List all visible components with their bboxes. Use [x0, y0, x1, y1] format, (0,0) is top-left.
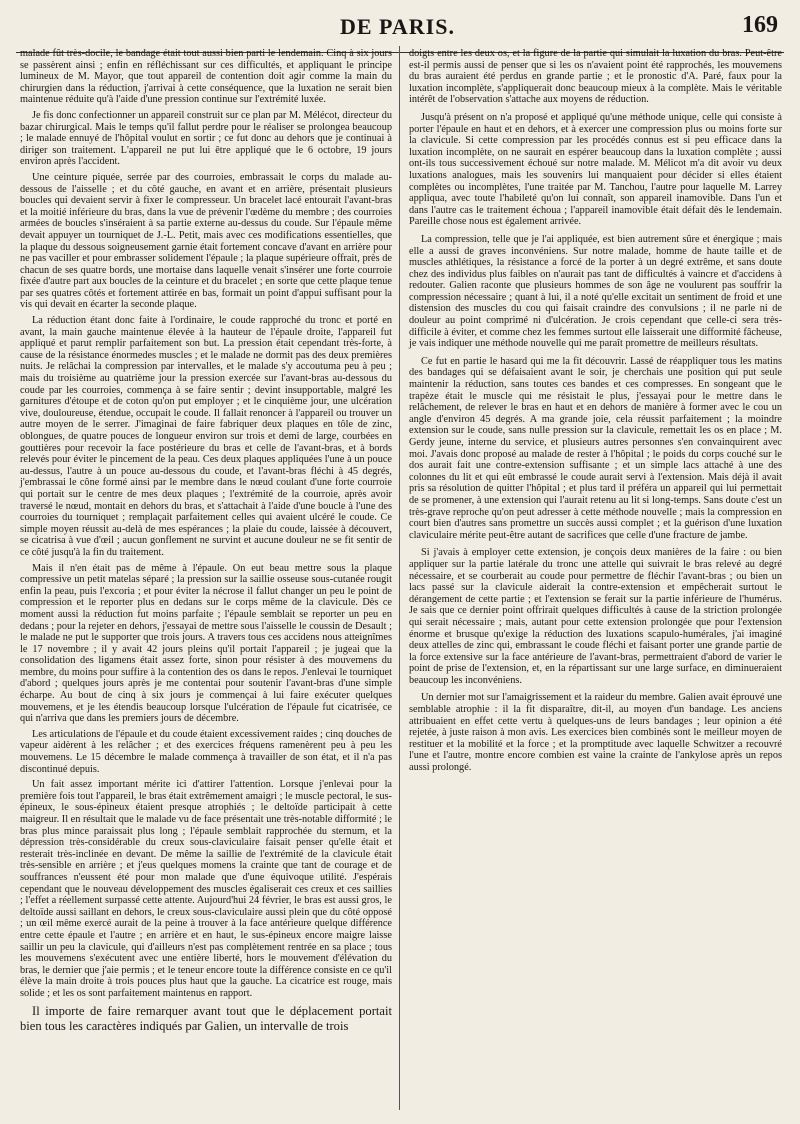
- page-title: DE PARIS.: [340, 14, 455, 39]
- paragraph: Une ceinture piquée, serrée par des courroies, embrassait le corps du malade au-dessous de l'aisselle ; et du côté gauche, en avant et en arrière, présentait plusieurs boucles qui devaient servir à fixer le compresseur. Un bracelet lacé entourait l'avant-bras et la moitié inférieure du bras, dans la vue de prévenir l'œdème du membre ; des courroies armées de boucles s'inséraient à sa partie externe au-dessus du coude. Sur l'épaule même devait appuyer un tourniquet de J.-L. Petit, mais avec ces modifications essentielles, que la plaque du dessous soigneusement garnie était fortement concave d'avant en arrière pour ne pas vaciller et pour embrasser solidement l'épaule ; la plaque supérieure offrait, près de chacun de ses quatre bords, une mortaise dans laquelle venait s'insérer une forte courroie fixée d'autre part aux boucles de la ceinture et du bracelet ; en sorte que cette plaque tenue par ses quatres côtés et fortement attirée en bas, formait un point d'appui suffisant pour la vis qui devait en écarter la seconde plaque.: [20, 171, 392, 311]
- paragraph: Les articulations de l'épaule et du coude étaient excessivement raides ; cinq douches de vapeur aidèrent à les relâcher ; et des exercices fréquens ramenèrent peu à peu les mouvemens. Le 15 décembre le malade commença à travailler de son état, et il n'a pas discontinué depuis.: [20, 728, 392, 775]
- paragraph: Ce fut en partie le hasard qui me la fit découvrir. Lassé de réappliquer tous les matins des bandages qui se défaisaient avant le soir, je cherchais une position qui put seule maintenir la réduction, sans toutes ces bandes et ces compresses. En songeant que le trapèze était le muscle qui me résistait le plus, j'essayai pour le mettre dans le relâchement, de relever le bras en haut et en dehors de manière à former avec le cou un angle d'environ 45 degrés. A ma grande joie, cela réussit parfaitement ; la moindre extension sur le coude, sans nulle pression sur la clavicule, remettait les os en place ; M. Gerdy jeune, interne du service, et plusieurs autres personnes s'en convainquirent avec moi. J'avais donc proposé au malade de rester à l'hôpital ; le poids du corps couché sur le dos aurait fait une contre-extension suffisante ; et un simple lacs attaché à une des colonnes du lit et qui eût embrassé le coude aurait servi à l'extension. Mais déjà il avait pris sa résolution de quitter l'hôpital ; et plus tard il préféra un appareil qui lui permettait de se promener, à une extension qui l'aurait retenu au lit si long-temps. Sans doute c'est un très-grave reproche qu'on peut adresser à cette méthode nouvelle ; mais la compression en court bien d'autres sans promettre un succès aussi complet ; et la guérison d'une luxation claviculaire mérite peut-être autant de sacrifices que celle d'une fracture de jambe.: [409, 355, 782, 541]
- right-column: [409, 48, 782, 780]
- column-divider: [399, 46, 400, 1110]
- page-header: [0, 12, 800, 42]
- paragraph: Je fis donc confectionner un appareil construit sur ce plan par M. Mélécot, directeur du bazar chirurgical. Mais le temps qu'il fallut perdre pour le réaliser se prolongea beaucoup ; le malade ennuyé de l'hôpital voulut en sortir ; ce fut donc au dehors que je continuai à diriger son traitement. L'appareil ne put lui être appliqué que le 6 octobre, 19 jours environ après l'accident.: [20, 109, 392, 168]
- paragraph: La compression, telle que je l'ai appliquée, est bien autrement sûre et énergique ; mais elle a aussi de graves inconvéniens. Sur notre malade, homme de haute taille et de muscles athlétiques, la résistance a forcé de la porter à un degré extrême, et sans doute chez des individus plus faibles on n'aurait pas tant de difficultés à vaincre et d'accidens à redouter. Galien raconte que plusieurs hommes de son âge ne voulurent pas souffrir la compression nécessaire ; quant à lui, il a noté qu'elle excitait un sentiment de froid et une distension des muscles du cou qui faisait craindre des convulsions ; il ne parle ni de douleur au point comprimé ni d'ulcération. Je crois cependant que celle-ci sera très-difficile à éviter, et comme chez les femmes surtout elle laisserait une difformité fâcheuse, je vais indiquer une méthode nouvelle qui me paraît promettre de meilleurs résultats.: [409, 233, 782, 350]
- paragraph: Il importe de faire remarquer avant tout que le déplacement portait bien tous les caractères indiqués par Galien, un intervalle de trois: [20, 1003, 392, 1033]
- paragraph: malade fût très-docile, le bandage était tout aussi bien parti le lendemain. Cinq à six jours se passèrent ainsi ; enfin en réfléchissant sur ces difficultés, et appliquant le principe lumineux de M. Mayor, que tout appareil de contention doit agir comme la main du chirurgien dans la réduction, j'arrivai à cette conséquence, que la luxation ne serait bien maintenue réduite qu'à l'aide d'une pression continue sur l'extrémité luxée.: [20, 48, 392, 106]
- paragraph: Un dernier mot sur l'amaigrissement et la raideur du membre. Galien avait éprouvé une semblable atrophie : il la fit disparaître, dit-il, au moyen d'un bandage. Les anciens attribuaient en effet cette vertu à quelques-uns de leurs bandages ; leur opinion a été rejetée, à juste raison à mon avis. Les exercices bien combinés sont le meilleur moyen de restituer et la mobilité et la force ; et la promptitude avec laquelle Schwitzer a recouvré l'une et l'autre, montre encore combien est vaine la crainte de l'ankylose après un repos aussi prolongé.: [409, 692, 782, 774]
- paragraph: Si j'avais à employer cette extension, je conçois deux manières de la faire : ou bien appliquer sur la partie latérale du tronc une attelle qui suivrait le bras relevé au degré nécessaire, et se courberait au coude pour permettre de fléchir l'avant-bras ; ou bien un lacs passé sur la clavicule aiderait la contre-extension et empêcherait surtout le dérangement de cette partie ; et l'extension se ferait sur la partie inférieure de l'humérus. Je sais que ce dernier point offrirait quelques difficultés à cause de la striction prolongée qui serait nécessaire ; mais, autant pour cette extension prolongée que pour l'extension énorme et brusque qu'exige la réduction des luxations scapulo-humérales, j'ai imaginé deux attelles de zinc qui, embrassant le coude fléchi et faisant porter une grande partie de la force extensive sur la face antérieure de l'avant-bras, permettraient d'abord de varier le point de prise de l'extension, et, en la répartissant sur une large surface, en diminueraient beaucoup les inconvéniens.: [409, 547, 782, 686]
- paragraph: Un fait assez important mérite ici d'attirer l'attention. Lorsque j'enlevai pour la première fois tout l'appareil, le bras était extrêmement amaigri ; le muscle pectoral, le sus-épineux, le sous-épineux étaient presque atrophiés ; le deltoïde participait à cette maigreur. Il en résultait que le malade vu de face présentait une très-notable difformité ; le bras plus mince paraissait plus long ; l'épaule semblait rapprochée du sternum, et la dépression très-considérable du creux sous-claviculaire faisait penser qu'elle était et resterait très-inclinée en devant. De même la saillie de l'extrémité de la clavicule était très-sensible en arrière ; et j'eus quelques momens la crainte que tant de courage et de souffrances n'eussent été pour mon malade que d'une équivoque utilité. J'espérais cependant que le nouveau développement des muscles égaliserait ces creux et ces saillies ; l'effet a réellement surpassé cette attente. Aujourd'hui 24 février, le bras est aussi gros, le deltoïde aussi saillant en dehors, le creux sous-claviculaire aussi plein que du côté opposé ; un œil même exercé aurait de la peine à trouver à la face antérieure quelque différence entre cette épaule et l'autre ; en arrière et en haut, le sus-épineux encore maigre laisse saillir un peu la clavicule, qui d'ailleurs n'est pas complètement rentrée en sa place ; tous les mouvemens s'exécutent avec une entière liberté, hors le mouvement d'élévation du bras, le dernier que j'aie permis ; et le teneur encore toute la différence consiste en ce qu'il élève la main droite à trois pouces plus haut que la gauche. La cicatrice est rouge, mais solide ; et les os sont parfaitement maintenus en rapport.: [20, 779, 392, 999]
- paragraph: Jusqu'à présent on n'a proposé et appliqué qu'une méthode unique, celle qui consiste à porter l'épaule en haut et en dehors, et à exercer une compression plus ou moins forte sur la clavicule. Si cette compression par les procédés connus est si peu efficace dans la luxation incomplète, on ne saurait en espérer beaucoup dans la luxation complète ; aussi ont-ils tous successivement échoué sur notre malade. M. Mélicot m'a dit avoir vu deux luxations analogues, mais les souvenirs lui manquaient pour décider si elles étaient complètes ou incomplètes, l'une traitée par M. Tanchou, l'autre pour laquelle M. Larrey appliqua, avec toute l'habileté qu'on lui connaît, son appareil inamovible. Dans l'un et dans l'autre cas le traitement échoua ; l'appareil inamovible était défait dès le lendemain. Pareille chose nous est également arrivée.: [409, 111, 782, 228]
- left-column: [20, 48, 392, 1038]
- paragraph: doigts entre les deux os, et la figure de la partie qui simulait la luxation du bras. Peut-être est-il permis aussi de penser que si les os n'avaient point été rapprochés, les mouvemens du bras auraient été perdus en grande partie ; et le pronostic d'A. Paré, faux pour la luxation incomplète, s'appliquerait donc beaucoup mieux à la complète. Mais le véritable intérêt de l'observation s'attache aux moyens de réduction.: [409, 48, 782, 106]
- paragraph: La réduction étant donc faite à l'ordinaire, le coude rapproché du tronc et porté en avant, la main gauche maintenue élevée à la hauteur de l'épaule droite, l'appareil fut appliqué et parut remplir parfaitement son but. La pression était cependant très-forte, à cause de la résistance énormedes muscles ; et le malade ne dormit pas des deux premières nuits. Je relâchai la compression par intervalles, et le malade s'y accoutuma peu à peu ; mais du troisième au quatrième jour la pression exercée sur l'avant-bras au-dessous du coude par les courroies, commença à se faire sentir ; devint insupportable, malgré les garnitures d'étoupe et de coton qu'on put employer ; et le cinquième jour, une ulcération vive, douloureuse, étendue, occupait le coude. Il fallait renoncer à l'appareil ou trouver un autre moyen de le serrer. J'imaginai de faire fabriquer deux plaques en tôle de zinc, oblongues, de quatre pouces de longueur environ sur trois et demi de large, courbées en gouttières pour recevoir la face postérieure du bras et celle de l'avant-bras, et à bords relevés pour éviter le pincement de la peau. Ces deux plaques appliquées l'une à un pouce au-dessus, l'autre à un pouce au-dessous du coude, et l'avant-bras fléchi à 45 degrés, j'embrassai le cône formé ainsi par le membre dans le nœud coulant d'une forte courroie qui portait sur le centre de mes deux plaques ; l'extrémité de la courroie, après avoir traversé le nœud, montait en dehors du bras, et s'attachait à l'aide d'une boucle à l'une des courroies du tourniquet ; remplaçait parfaitement celles qui avaient ulcéré le coude. Ce simple moyen réussit au-delà de mes espérances ; la plaie du coude, laissée à découvert, se cicatrisa à vue d'œil ; aucun gonflement ne survint et aucune douleur ne se fit sentir de ce côté jusqu'à la fin du traitement.: [20, 315, 392, 558]
- page-number: 169: [742, 12, 778, 38]
- paragraph: Mais il n'en était pas de même à l'épaule. On eut beau mettre sous la plaque compressive un petit matelas séparé ; la pression sur la saillie osseuse sous-cutanée rougit enfin la peau, puis l'excoria ; et pour éviter la nécrose il fallut changer un peu le point de compression et le reporter plus en dedans sur le corps même de la clavicule. Dès ce moment aussi la réduction fut moins parfaite ; l'épaule semblait se reporter un peu en dedans ; pour la rejeter en dehors, j'essayai de mettre sous l'aisselle le coussin de Desault ; le malade ne put le supporter que trois jours. A travers tous ces accidens nous atteignîmes le 17 novembre ; il y avait 42 jours pleins qu'il portait l'appareil ; je jugeai que la consolidation des ligamens était assez forte, sinon pour résister à des mouvemens du membre, du moins pour suffire à la contention des os dans le repos. J'enlevai le tourniquet d'abord ; quelques jours après je me contentai pour soutenir l'avant-bras d'une simple écharpe. Au bout de cinq à six jours je commençai à lui faire exécuter quelques mouvemens, et je les étendis beaucoup lorsque l'ulcération de l'épaule fut cicatrisée, ce qui n'arriva que dans les premiers jours de décembre.: [20, 562, 392, 725]
